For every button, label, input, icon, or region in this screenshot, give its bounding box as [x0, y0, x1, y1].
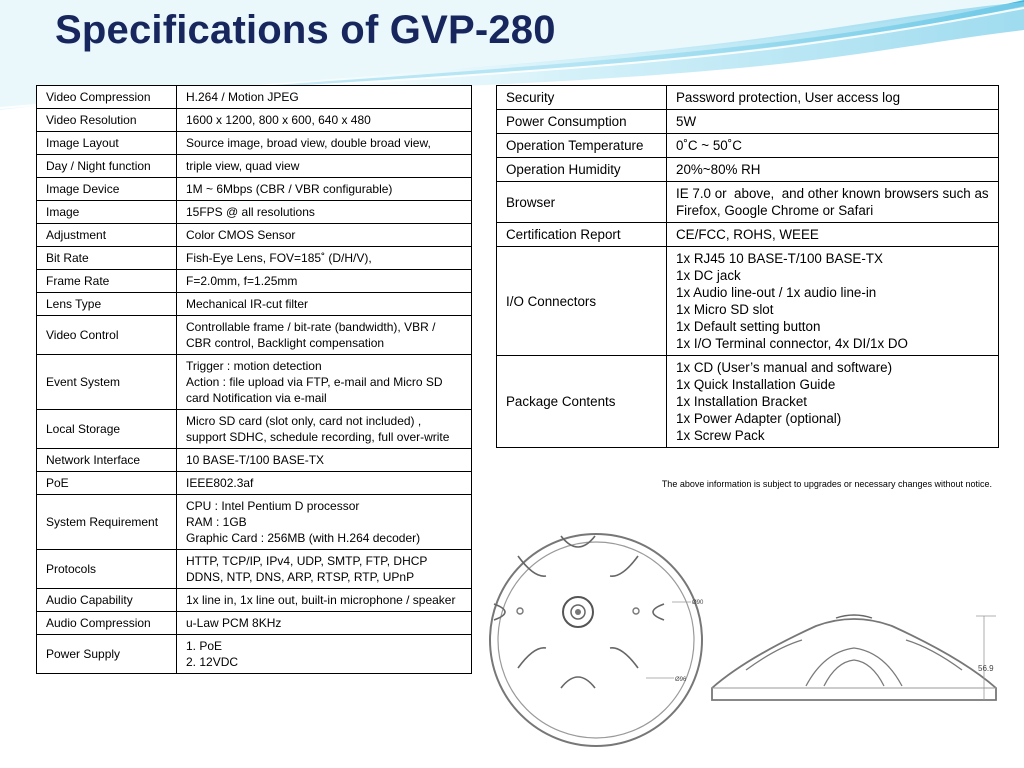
- spec-value-line: 1x DC jack: [676, 268, 741, 283]
- spec-value-line: 1600 x 1200, 800 x 600, 640 x 480: [186, 113, 371, 127]
- spec-value-line: 20%~80% RH: [676, 162, 761, 177]
- spec-value: [177, 449, 472, 472]
- spec-label: Package Contents: [497, 356, 667, 448]
- spec-value-line: H.264 / Motion JPEG: [186, 90, 299, 104]
- spec-value-line: 1x Quick Installation Guide: [676, 377, 836, 392]
- spec-value-line: Action : file upload via FTP, e-mail and Micro SD card Notification via e-mail: [186, 375, 446, 405]
- top-view-ridge-ne: [610, 556, 638, 576]
- spec-row: [37, 178, 472, 201]
- spec-row: [37, 132, 472, 155]
- spec-row: [497, 110, 999, 134]
- side-view-ridge-1: [746, 640, 802, 670]
- spec-value-line: triple view, quad view: [186, 159, 300, 173]
- spec-label: Audio Capability: [37, 589, 177, 612]
- spec-row: [37, 247, 472, 270]
- spec-row: [37, 355, 472, 410]
- spec-value: [667, 158, 999, 182]
- side-view-top-ring: [836, 615, 872, 618]
- spec-value-line: u-Law PCM 8KHz: [186, 616, 282, 630]
- spec-value-line: CPU : Intel Pentium D processor: [186, 499, 360, 513]
- spec-row: [37, 109, 472, 132]
- lens-center: [575, 609, 581, 615]
- spec-value: [177, 612, 472, 635]
- side-view-ridge-4: [824, 660, 884, 686]
- spec-label: Video Control: [37, 316, 177, 355]
- spec-row: [37, 224, 472, 247]
- spec-value: [177, 495, 472, 550]
- spec-row: [497, 134, 999, 158]
- spec-value-line: 1. PoE: [186, 639, 223, 653]
- spec-value-line: 1x CD (User’s manual and software): [676, 360, 893, 375]
- spec-row: [497, 356, 999, 448]
- spec-label: Certification Report: [497, 223, 667, 247]
- spec-value: [177, 86, 472, 109]
- spec-value-line: 1x I/O Terminal connector, 4x DI/1x DO: [676, 336, 908, 351]
- spec-row: [497, 158, 999, 182]
- spec-label: PoE: [37, 472, 177, 495]
- spec-row: [37, 472, 472, 495]
- spec-value-line: 1x RJ45 10 BASE-T/100 BASE-TX: [676, 251, 883, 266]
- page-title: Specifications of GVP-280: [55, 8, 556, 52]
- spec-label: Image Layout: [37, 132, 177, 155]
- spec-value-line: Micro SD card (slot only, card not included) , support SDHC, schedule recording, full over-write: [186, 414, 450, 444]
- spec-value-line: Fish-Eye Lens, FOV=185˚ (D/H/V),: [186, 251, 372, 265]
- spec-value: [667, 247, 999, 356]
- camera-side-view-drawing: [706, 608, 1004, 708]
- spec-value: [177, 316, 472, 355]
- spec-value: [667, 182, 999, 223]
- spec-label: Network Interface: [37, 449, 177, 472]
- spec-row: [37, 495, 472, 550]
- spec-value-line: 15FPS @ all resolutions: [186, 205, 315, 219]
- spec-label: Image Device: [37, 178, 177, 201]
- spec-value: [177, 635, 472, 674]
- spec-value-line: RAM : 1GB: [186, 515, 247, 529]
- side-view-ridge-3: [806, 648, 902, 686]
- top-view-inner-circle: [498, 542, 694, 738]
- top-view-ridge-south: [561, 677, 595, 688]
- spec-label: Video Compression: [37, 86, 177, 109]
- spec-row: [37, 635, 472, 674]
- spec-row: [37, 155, 472, 178]
- spec-label: Frame Rate: [37, 270, 177, 293]
- spec-label: Security: [497, 86, 667, 110]
- spec-label: Image: [37, 201, 177, 224]
- spec-value: [177, 355, 472, 410]
- spec-label: System Requirement: [37, 495, 177, 550]
- spec-value-line: Trigger : motion detection: [186, 359, 322, 373]
- spec-label: Protocols: [37, 550, 177, 589]
- spec-value: [177, 109, 472, 132]
- spec-row: [37, 589, 472, 612]
- spec-value: [177, 224, 472, 247]
- spec-value: [177, 589, 472, 612]
- spec-value-line: 1x Screw Pack: [676, 428, 765, 443]
- spec-row: [497, 223, 999, 247]
- spec-row: [497, 182, 999, 223]
- spec-row: [37, 86, 472, 109]
- spec-value: [667, 86, 999, 110]
- spec-value: [667, 356, 999, 448]
- spec-value: [177, 550, 472, 589]
- spec-label: Audio Compression: [37, 612, 177, 635]
- spec-value-line: 1x Installation Bracket: [676, 394, 807, 409]
- spec-value-line: 10 BASE-T/100 BASE-TX: [186, 453, 325, 467]
- spec-value-line: 1x Default setting button: [676, 319, 821, 334]
- spec-value: [177, 201, 472, 224]
- top-view-outer-circle: [490, 534, 702, 746]
- spec-value-line: Graphic Card : 256MB (with H.264 decoder): [186, 531, 421, 545]
- inner-diameter-label: Ø96: [675, 677, 687, 683]
- spec-value-line: IE 7.0 or above, and other known browsers such as Firefox, Google Chrome or Safari: [676, 186, 993, 218]
- top-diameter-label: Ø90: [692, 600, 704, 606]
- left-spec-table: [36, 85, 472, 674]
- spec-value: [667, 223, 999, 247]
- spec-label: I/O Connectors: [497, 247, 667, 356]
- spec-value-line: 1x Power Adapter (optional): [676, 411, 842, 426]
- spec-row: [37, 612, 472, 635]
- spec-row: [37, 316, 472, 355]
- spec-row: [497, 247, 999, 356]
- spec-value: [177, 472, 472, 495]
- height-label: 56.9: [978, 664, 994, 673]
- spec-value: [667, 134, 999, 158]
- spec-row: [37, 201, 472, 224]
- spec-value: [177, 178, 472, 201]
- spec-value-line: Mechanical IR-cut filter: [186, 297, 309, 311]
- spec-value: [667, 110, 999, 134]
- spec-label: Day / Night function: [37, 155, 177, 178]
- spec-value-line: F=2.0mm, f=1.25mm: [186, 274, 298, 288]
- spec-label: Operation Humidity: [497, 158, 667, 182]
- spec-value: [177, 155, 472, 178]
- spec-value-line: 2. 12VDC: [186, 655, 239, 669]
- spec-label: Operation Temperature: [497, 134, 667, 158]
- spec-value-line: IEEE802.3af: [186, 476, 254, 490]
- screw-hole-right: [633, 608, 639, 614]
- spec-row: [37, 449, 472, 472]
- spec-label: Adjustment: [37, 224, 177, 247]
- spec-value-line: Color CMOS Sensor: [186, 228, 296, 242]
- spec-value-line: 1M ~ 6Mbps (CBR / VBR configurable): [186, 182, 393, 196]
- screw-hole-left: [517, 608, 523, 614]
- right-spec-table: [496, 85, 999, 448]
- spec-label: Bit Rate: [37, 247, 177, 270]
- spec-value: [177, 247, 472, 270]
- spec-label: Power Supply: [37, 635, 177, 674]
- spec-row: [37, 410, 472, 449]
- spec-value-line: 1x Audio line-out / 1x audio line-in: [676, 285, 877, 300]
- disclaimer-note: The above information is subject to upgrades or necessary changes without notice.: [661, 479, 992, 489]
- spec-value-line: 5W: [676, 114, 697, 129]
- spec-value-line: 0˚C ~ 50˚C: [676, 138, 742, 153]
- spec-value-line: Controllable frame / bit-rate (bandwidth), VBR / CBR control, Backlight compensation: [186, 320, 439, 350]
- spec-label: Video Resolution: [37, 109, 177, 132]
- spec-value: [177, 293, 472, 316]
- spec-value-line: 1x line in, 1x line out, built-in microphone / speaker: [186, 593, 456, 607]
- spec-label: Power Consumption: [497, 110, 667, 134]
- spec-row: [37, 293, 472, 316]
- spec-row: [497, 86, 999, 110]
- spec-value: [177, 270, 472, 293]
- top-view-ridge-east: [653, 604, 664, 620]
- top-view-ridge-sw: [518, 648, 546, 668]
- spec-row: [37, 550, 472, 589]
- spec-value-line: HTTP, TCP/IP, IPv4, UDP, SMTP, FTP, DHCP DDNS, NTP, DNS, ARP, RTSP, RTP, UPnP: [186, 554, 431, 584]
- spec-value: [177, 132, 472, 155]
- spec-value-line: CE/FCC, ROHS, WEEE: [676, 227, 819, 242]
- spec-value-line: Password protection, User access log: [676, 90, 901, 105]
- spec-label: Lens Type: [37, 293, 177, 316]
- top-view-ridge-se: [610, 648, 638, 668]
- spec-value-line: Source image, broad view, double broad view,: [186, 136, 431, 150]
- spec-value: [177, 410, 472, 449]
- side-view-ridge-2: [906, 640, 962, 670]
- spec-label: Browser: [497, 182, 667, 223]
- spec-label: Local Storage: [37, 410, 177, 449]
- spec-row: [37, 270, 472, 293]
- spec-value-line: 1x Micro SD slot: [676, 302, 774, 317]
- spec-label: Event System: [37, 355, 177, 410]
- camera-top-view-drawing: [486, 518, 708, 763]
